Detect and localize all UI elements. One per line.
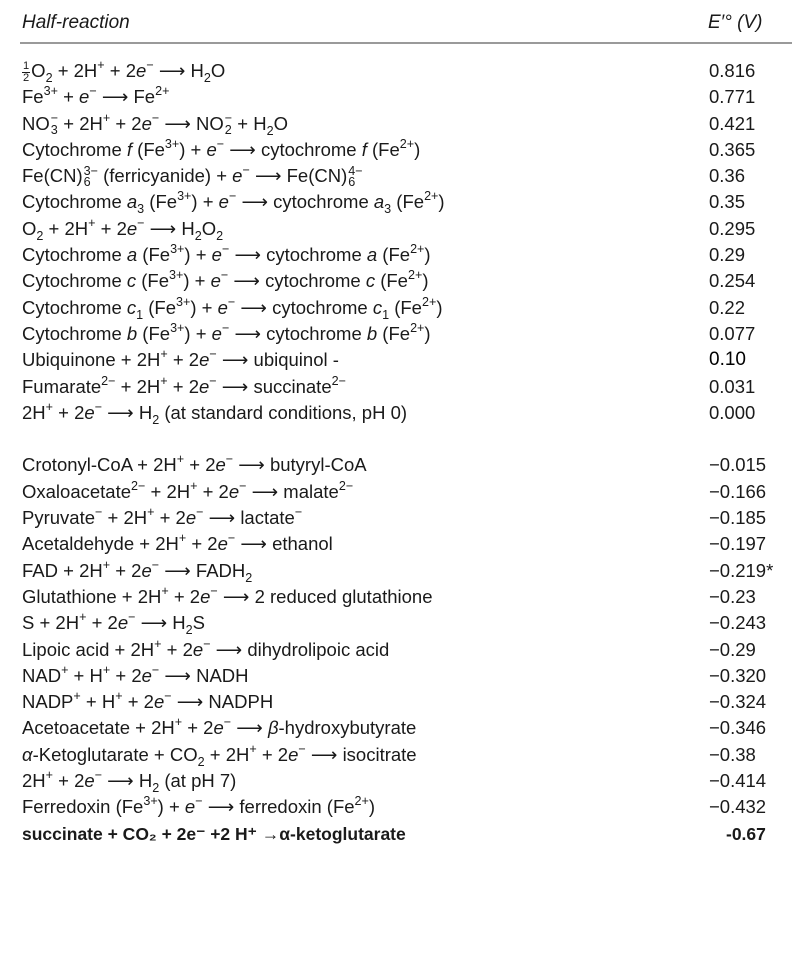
half-reaction: 2H+ + 2e− ⟶ $H_2$ (at pH 7) bbox=[22, 768, 237, 795]
potential-value: -0.67 bbox=[726, 823, 766, 844]
glutathione-label: Glutathione bbox=[22, 585, 117, 607]
reduced-glutathione-label: 2 reduced glutathione bbox=[254, 585, 433, 607]
table-row bbox=[22, 479, 792, 505]
table-row bbox=[22, 663, 792, 689]
ubiquinol-label: ubiquinol - bbox=[253, 349, 339, 371]
half-reaction: Cytochrome c $(Fe^{3+}) + e^-$ ⟶ cytochrome c $(Fe^{2+})$ bbox=[22, 268, 429, 292]
potential-header: E′° (V) bbox=[708, 12, 763, 33]
table-row bbox=[22, 558, 792, 584]
potential-value: −0.346 bbox=[709, 717, 767, 739]
oxaloacetate-label: Oxaloacetate bbox=[22, 480, 132, 502]
ethanol-label: ethanol bbox=[272, 533, 333, 555]
potential-value: −0.29 bbox=[709, 638, 756, 660]
half-reaction: Glutathione + 2H+ + 2e− ⟶ 2 reduced glutathione bbox=[22, 584, 433, 607]
table-row bbox=[22, 216, 792, 242]
potential-value: 0.771 bbox=[709, 86, 756, 108]
potential-value: −0.166 bbox=[709, 480, 767, 502]
fadh-label: FADH bbox=[195, 559, 246, 581]
fad-label: FAD bbox=[22, 559, 58, 581]
table-row bbox=[22, 321, 792, 347]
potential-value: −0.185 bbox=[709, 507, 767, 529]
half-reaction: Cytochrome b $(Fe^{3+}) + e^-$ ⟶ cytochrome b $(Fe^{2+})$ bbox=[22, 321, 431, 344]
half-reaction: Ferredoxin $(Fe^{3+}) + e^-$ ⟶ ferredoxin $(Fe^{2+})$ bbox=[22, 794, 376, 818]
half-reaction: succinate + CO₂ + 2e⁻ +2 H⁺ →α-ketoglutarate bbox=[22, 823, 406, 844]
table-row bbox=[22, 58, 792, 84]
half-reaction: Crotonyl-CoA + 2H+ + 2e− ⟶ butyryl-CoA bbox=[22, 452, 367, 476]
potential-value: 0.816 bbox=[709, 60, 756, 81]
table-row bbox=[22, 111, 792, 137]
potential-value: 0.35 bbox=[709, 191, 746, 213]
table-row bbox=[22, 531, 792, 557]
table-row bbox=[22, 163, 792, 189]
potential-value: −0.243 bbox=[709, 612, 767, 634]
acetaldehyde-label: Acetaldehyde bbox=[22, 533, 135, 555]
half-reaction: $\frac{1}{2}$ $O_2 + 2H^+ + 2e^-$ ⟶ $H_2O$ bbox=[23, 58, 226, 85]
potential-value: 0.22 bbox=[709, 296, 746, 318]
table-row bbox=[22, 637, 792, 663]
half-reaction: α-Ketoglutarate + $CO_2 + 2H^+ + 2e^-$ ⟶ isocitrate bbox=[22, 741, 417, 769]
potential-value: −0.414 bbox=[709, 770, 767, 792]
potential-value: −0.23 bbox=[709, 585, 756, 607]
succinate-label: succinate bbox=[253, 375, 332, 397]
half-reaction: Cytochrome $a_3$ $(Fe^{3+}) + e^-$ ⟶ cytochrome $a_3$ $(Fe^{2+})$ bbox=[22, 189, 445, 217]
table-row bbox=[22, 242, 792, 268]
table-row bbox=[22, 295, 792, 321]
half-reaction: Cytochrome a $(Fe^{3+}) + e^-$ ⟶ cytochrome a $(Fe^{2+})$ bbox=[22, 242, 431, 266]
half-reaction: Cytochrome $c_1$ $(Fe^{3+}) + e^-$ ⟶ cytochrome $c_1$ $(Fe^{2+})$ bbox=[22, 294, 443, 322]
table-row bbox=[22, 742, 792, 768]
half-reaction: $O_2 + 2H^+ + 2e^-$ ⟶ $H_2O_2$ bbox=[22, 215, 224, 243]
nadph-label: NADPH bbox=[208, 691, 274, 713]
fumarate-label: Fumarate bbox=[22, 375, 102, 397]
isocitrate-label: isocitrate bbox=[342, 743, 417, 765]
dihydrolipoic-acid-label: dihydrolipoic acid bbox=[247, 638, 390, 660]
lactate-label: lactate bbox=[240, 507, 295, 529]
lipoic-acid-label: Lipoic acid bbox=[22, 638, 110, 660]
half-reaction: $Fe^{3+} + e^-$ ⟶ $Fe^{2+}$ bbox=[22, 84, 170, 108]
potential-value: −0.38 bbox=[709, 743, 756, 765]
pyruvate-label: Pyruvate bbox=[22, 507, 96, 529]
table-row bbox=[22, 347, 792, 373]
half-reaction: Fumarate$^{2-}$ + 2H+ + 2e− ⟶ succinate$^{2-}$ bbox=[22, 373, 346, 397]
potential-value: −0.432 bbox=[709, 796, 767, 818]
table-row bbox=[22, 189, 792, 215]
table-row bbox=[22, 374, 792, 400]
potential-value: −0.219* bbox=[709, 559, 774, 581]
crotonyl-coa-label: Crotonyl-CoA bbox=[22, 454, 133, 476]
potential-value: −0.324 bbox=[709, 691, 767, 713]
half-reaction: NO − 3 + 2H+ + 2e− ⟶ NO − 2 + $H_2O$ bbox=[22, 110, 288, 138]
half-reaction: Pyruvate− + 2H+ + 2e− ⟶ lactate− bbox=[22, 505, 303, 529]
nad-label: NAD bbox=[22, 664, 62, 686]
table-row bbox=[22, 689, 792, 715]
half-reaction: Acetaldehyde + 2H+ + 2e− ⟶ ethanol bbox=[22, 531, 333, 555]
acetoacetate-label: Acetoacetate bbox=[22, 717, 130, 739]
potential-value: −0.320 bbox=[709, 664, 767, 686]
ubiquinone-label: Ubiquinone bbox=[22, 349, 116, 371]
potential-value: 0.077 bbox=[709, 322, 756, 344]
table-row bbox=[22, 584, 792, 610]
table-row bbox=[22, 400, 792, 426]
half-reaction: Ubiquinone + 2H+ + 2e− ⟶ ubiquinol - bbox=[22, 347, 339, 371]
table-row bbox=[22, 268, 792, 294]
butyryl-coa-label: butyryl-CoA bbox=[269, 454, 367, 476]
ferredoxin-label: Ferredoxin bbox=[22, 796, 111, 818]
half-reaction: Fe(CN) 3− 6 (ferricyanide) + e− ⟶ Fe(CN) 4− 6 bbox=[22, 163, 363, 190]
half-reaction: S + 2H+ + 2e− ⟶ $H_2S$ bbox=[22, 610, 205, 637]
potential-value: 0.36 bbox=[709, 165, 746, 187]
table-header bbox=[22, 8, 782, 40]
potential-value: 0.29 bbox=[709, 244, 746, 266]
potential-value: 0.295 bbox=[709, 217, 756, 239]
potential-value: 0.031 bbox=[709, 375, 756, 397]
table-row bbox=[22, 794, 792, 820]
half-reaction-header: Half-reaction bbox=[22, 12, 130, 33]
potential-value: −0.197 bbox=[709, 533, 767, 555]
table-row bbox=[22, 452, 792, 478]
ferredoxin-reduced-label: ferredoxin bbox=[239, 796, 322, 818]
hydroxybutyrate-label: -hydroxybutyrate bbox=[278, 717, 417, 739]
potential-value: 0.421 bbox=[709, 112, 756, 134]
standard-conditions-note: (at standard conditions, pH 0) bbox=[164, 401, 408, 423]
potential-value: 0.000 bbox=[709, 401, 756, 423]
half-reaction: FAD + 2H+ + 2e− ⟶ $FADH_2$ bbox=[22, 557, 253, 585]
potential-value: 0.254 bbox=[709, 270, 756, 292]
potential-value: −0.015 bbox=[709, 454, 767, 476]
reaction-table bbox=[22, 58, 792, 847]
potential-value: 0.365 bbox=[709, 138, 756, 160]
nadp-label: NADP bbox=[22, 691, 74, 713]
table-row bbox=[22, 768, 792, 794]
half-reaction: Acetoacetate + 2H+ + 2e− ⟶ β-hydroxybutyrate bbox=[22, 715, 417, 739]
table-row bbox=[22, 715, 792, 741]
half-reaction: Oxaloacetate$^{2-}$ + 2H+ + 2e− ⟶ malate$^{2-}$ bbox=[22, 478, 354, 502]
potential-value: 0.10 bbox=[709, 349, 746, 371]
table-row bbox=[22, 84, 792, 110]
malate-label: malate bbox=[283, 480, 339, 502]
half-reaction: NADP+ + H+ + 2e− ⟶ NADPH bbox=[22, 689, 274, 713]
table-row bbox=[22, 505, 792, 531]
ketoglutarate-label: -Ketoglutarate bbox=[32, 743, 149, 765]
half-reaction: Lipoic acid + 2H+ + 2e− ⟶ dihydrolipoic acid bbox=[22, 636, 390, 660]
table-gap bbox=[22, 426, 792, 452]
table-row bbox=[22, 610, 792, 636]
half-reaction: 2H+ + 2e− ⟶ $H_2$ (at standard conditions, pH 0) bbox=[22, 400, 408, 427]
half-reaction: Cytochrome f $(Fe^{3+}) + e^-$ ⟶ cytochrome f $(Fe^{2+})$ bbox=[22, 137, 421, 160]
table-row bbox=[22, 137, 792, 163]
table-row-added bbox=[22, 821, 792, 847]
header-rule bbox=[20, 42, 792, 44]
nadh-label: NADH bbox=[196, 664, 249, 686]
half-reaction: NAD+ + H+ + 2e− ⟶ NADH bbox=[22, 663, 249, 686]
ph7-note: (at pH 7) bbox=[164, 770, 237, 792]
